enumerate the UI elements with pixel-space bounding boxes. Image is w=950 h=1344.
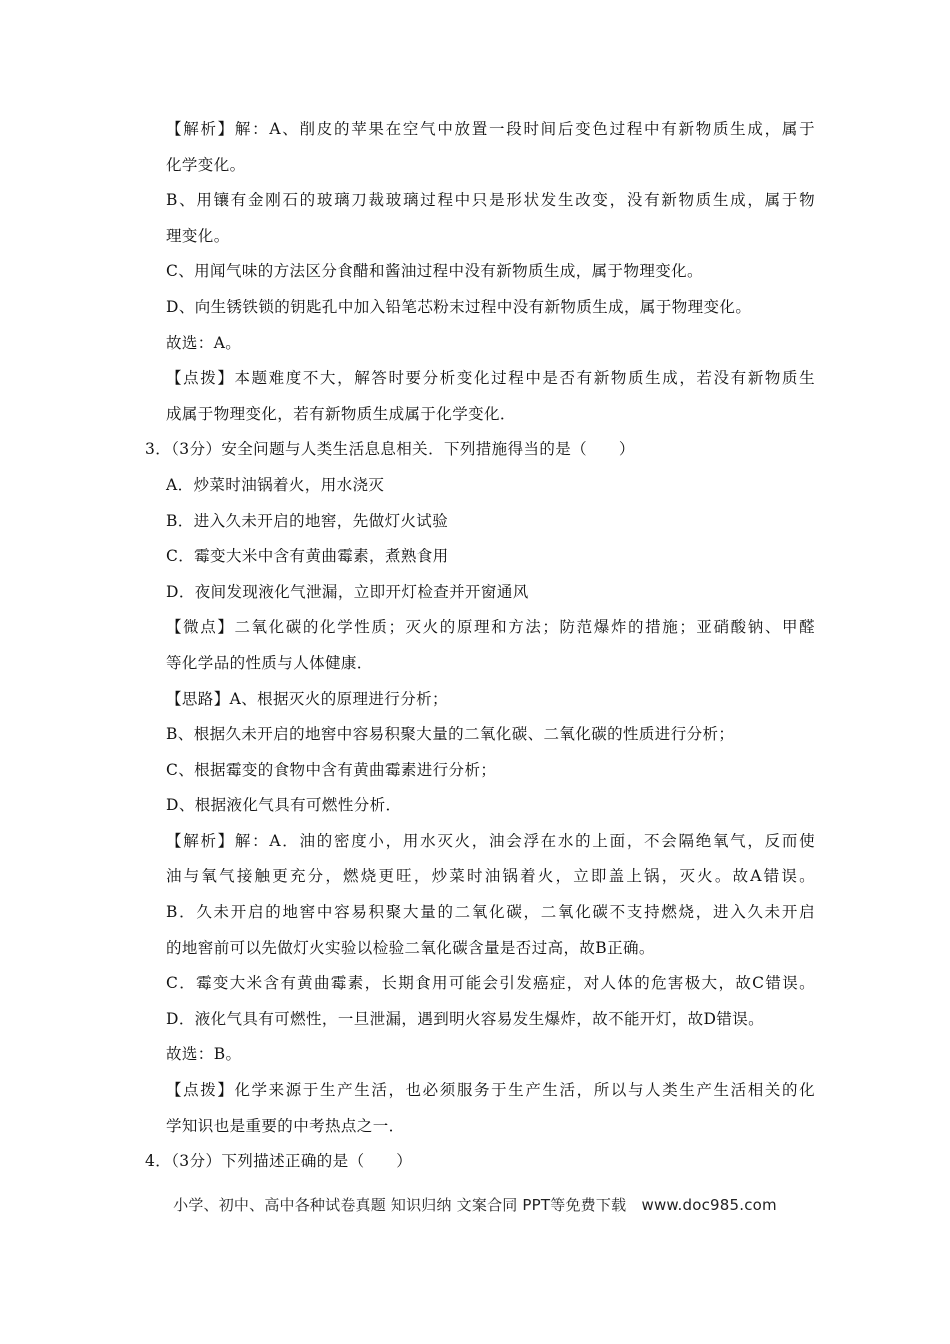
q3-analysis-line-3: B．久未开启的地窖中容易积聚大量的二氧化碳，二氧化碳不支持燃烧，进入久未开启 — [166, 903, 815, 922]
q4-stem: 4．（3分）下列描述正确的是（ ） — [145, 1152, 413, 1171]
q3-tip-line-2: 学知识也是重要的中考热点之一． — [166, 1116, 405, 1135]
q2-analysis-line-5: C、用闻气味的方法区分食醋和酱油过程中没有新物质生成，属于物理变化。 — [166, 262, 703, 281]
q2-tip-line-2: 成属于物理变化，若有新物质生成属于化学变化． — [166, 404, 516, 423]
q3-analysis-line-6: D．液化气具有可燃性，一旦泄漏，遇到明火容易发生爆炸，故不能开灯，故D错误。 — [166, 1009, 765, 1028]
q2-tip-line-1: 【点拨】本题难度不大，解答时要分析变化过程中是否有新物质生成，若没有新物质生 — [166, 369, 815, 388]
q3-point-line-2: 等化学品的性质与人体健康． — [166, 653, 373, 672]
q3-analysis-line-1: 【解析】解：A．油的密度小，用水灭火，油会浮在水的上面，不会隔绝氧气，反而使 — [166, 831, 815, 850]
q3-point-line-1: 【微点】二氧化碳的化学性质；灭火的原理和方法；防范爆炸的措施；亚硝酸钠、甲醛 — [166, 618, 815, 637]
q3-idea-line-2: B、根据久未开启的地窖中容易积聚大量的二氧化碳、二氧化碳的性质进行分析； — [166, 725, 735, 744]
q2-analysis-line-4: 理变化。 — [166, 226, 230, 245]
q3-tip-line-1: 【点拨】化学来源于生产生活，也必须服务于生产生活，所以与人类生产生活相关的化 — [166, 1081, 815, 1100]
q3-analysis-line-5: C．霉变大米含有黄曲霉素，长期食用可能会引发癌症，对人体的危害极大，故C错误。 — [166, 974, 815, 993]
q2-answer: 故选：A。 — [166, 333, 242, 352]
q2-analysis-line-2: 化学变化。 — [166, 155, 246, 174]
q3-analysis-line-2: 油与氧气接触更充分，燃烧更旺，炒菜时油锅着火，立即盖上锅，灭火。故A错误。 — [166, 867, 815, 886]
page-content — [145, 112, 815, 1180]
q3-idea-line-1: 【思路】A、根据灭火的原理进行分析； — [166, 689, 448, 708]
page-footer: 小学、初中、高中各种试卷真题 知识归纳 文案合同 PPT等免费下载 www.doc985.com — [173, 1196, 777, 1214]
q3-idea-line-3: C、根据霉变的食物中含有黄曲霉素进行分析； — [166, 760, 497, 779]
q3-answer: 故选：B。 — [166, 1045, 242, 1064]
q3-option-a: A．炒菜时油锅着火，用水浇灭 — [166, 475, 385, 494]
q2-analysis-line-3: B、用镶有金刚石的玻璃刀裁玻璃过程中只是形状发生改变，没有新物质生成，属于物 — [166, 191, 815, 210]
q3-option-d: D．夜间发现液化气泄漏，立即开灯检查并开窗通风 — [166, 582, 529, 601]
q3-stem: 3．（3分）安全问题与人类生活息息相关．下列措施得当的是（ ） — [145, 440, 635, 459]
q3-analysis-line-4: 的地窖前可以先做灯火实验以检验二氧化碳含量是否过高，故B正确。 — [166, 938, 655, 957]
q3-option-b: B．进入久未开启的地窖，先做灯火试验 — [166, 511, 449, 530]
q2-analysis-line-1: 【解析】解：A、削皮的苹果在空气中放置一段时间后变色过程中有新物质生成，属于 — [166, 120, 815, 138]
q3-option-c: C．霉变大米中含有黄曲霉素，煮熟食用 — [166, 547, 449, 566]
q3-idea-line-4: D、根据液化气具有可燃性分析． — [166, 796, 402, 815]
q2-analysis-line-6: D、向生锈铁锁的钥匙孔中加入铅笔芯粉末过程中没有新物质生成，属于物理变化。 — [166, 297, 752, 316]
